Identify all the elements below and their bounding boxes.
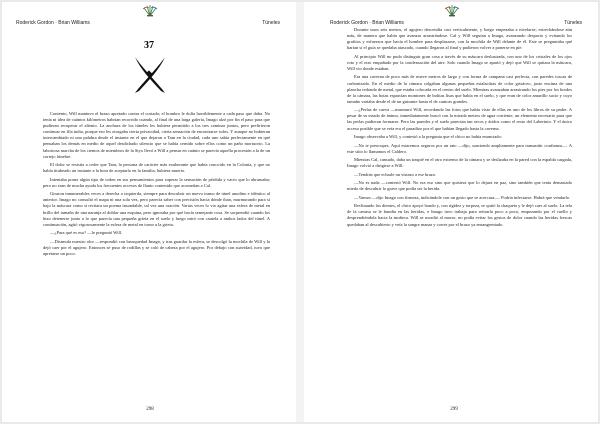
running-header-title: Túneles [262,20,280,26]
paragraph: Al principio Will no pudo distinguir gran cosa a través de su máscara deslustrada, con uno de los cristales de los ojos roto y el otro empañado por la condensación del aire. Solo cuando Imago se apartó y dejó que Will se quitara la máscara, Will vio donde estaban. [347,53,572,71]
running-header-title: Túneles [564,20,582,26]
right-page-body [347,27,572,230]
book-gutter [296,2,304,422]
crossed-blades-icon [130,53,170,97]
page-number: 299 [450,407,458,412]
publisher-logo-icon [140,3,160,17]
left-page [2,2,296,422]
paragraph: Reclinando los dientes, el chico apoyó hondo y, con rigidez y torpeza, se quitó la chaqueta y le dejó caer al suelo. La tela de la camisa se le hundía en las heridas, e Imago tuvo trabajo para retirarla poco a poco, empezando por el cuello y desprendiéndola hacia la muñeca. Will se mordió al morse, no podía evitar los gestos de dolor cuando las heridas frescas quedaban al descubierto y veía la sangre manar y correr por el brazo ya ensangrentado. [347,203,572,227]
paragraph: —¿Perlas de cueva —murmuró Will, recordando las fotos que había visto de ellas en uno de los libros de su padre. A pesar de su estado de ánimo, inmediatamente buscó con la mirada metros de agua corriente, un elemento necesario para que las perlas pudieran formarse. Pero las paredes y el suelo parecían tan secos y áridos como el resto del Laberinto. Y el único acceso posible que se veía era el pasadizo por el que habían llegado hasta la caverna. [347,107,572,131]
running-header-authors: Roderick Gordon · Brian Williams [16,20,90,26]
paragraph: Contento, Will mantuvo el brazo apretado contra el costado; el hombro le dolía horriblemente a cada paso que daba. No tenía ni idea de cuántos kilómetros habrían recorrido cuando, al final de una larga galería, Imago alzó por fin el paso para que pudieran recuperar el aliento. La anchura de los túneles les hubiera permitido a los tres caminar juntos, pero prefirieron continuar en fila india, porque eso les otorgaba cierta privacidad, cierta sensación de encontrarse solos. Y aunque no hubieran intercambiado ni una palabra desde el instante en el que dejaron a Tam en la ciudad, cada uno sabía perfectamente en qué pensaban los demás en medio de aquel desdichado silencio que se había cernido sobre ellos como un paño mortuorio. La laboriosa marcha de los cientos de miembros de la Styx llevó a Will a pensar en cuánto se parecía aquella procesión a la de un cortejo fúnebre. [43,111,270,159]
paragraph: Durante unos seis metros, el agujero descendía casi verticalmente, y luego empezaba a nivelarse; estrechándose aún más, de manera que había que avanzar arrastrándose. Cal y Will seguían a Imago, avanzando despacio y evitando los grafitos y esfuerzos que hacía el hombre para desplazarse, con la mochila de Will delante de él. Este se preguntaba qué harían si el guía se quedaba atascado, cuando llegaron al final y pudieron volver a ponerse en pie. [347,27,572,51]
chapter-number: 37 [144,40,154,51]
paragraph: Intentaba poner algún tipo de orden en sus pensamientos para superar la sensación de pérdida y vacío que lo abrumaba; pero no eran de mucha ayuda los frecuentes accesos de llanto contenido que acometían a Cal. [43,176,270,188]
left-page-body [43,111,270,259]
paragraph: Era una caverna de poco más de nueve metros de largo y con forma de campana casi perfecta, con paredes toscas de carbonizado. En el medio de la cámara colgaban algunas pequeñas estalactitas de color grisáceo, justo encima de una plancha redonda de metal, que estaba colocada en el centro del suelo. Mientras avanzaban arrastrando los pies por los bordes de la cámara, las botas esparcían montones de bolitas lisas que había en el suelo, y que eran de color amarillo sucio y cuyo tamaño variaba desde el de un guisante hasta el de canicas grandes. [347,74,572,104]
paragraph: —¿Para qué es eso? —le preguntó Will. [50,230,123,236]
paragraph: —No te preocupes. Aquí estaremos seguros por un rato —dijo, sonriendo ampliamente para transmitir confianza—. A este sitio lo llamamos el Caldero. [347,142,572,154]
paragraph: —Vamos —dijo Imago con firmeza, indicándole con un gesto que se acercara—. Podría infectarse. Habrá que vendarlo. [354,194,571,200]
paragraph: —Disimula nuestro olor —respondió con brusquedad Imago, y tras guardar la esfera, se descolgó la mochila de Will y la dejó caer por el agujero. Entonces se puso de rodillas y se coló de cabeza por el agujero. Por debajo con suavidad, tuvo que apretarse un poco. [43,238,270,256]
publisher-logo-icon [442,3,462,17]
paragraph: El dolor se resistía a ceder que Tam, la persona de carácter más exuberante que había conocido en la Colonia, y que no había titubeado un instante a la hora de aceptarlo en la familia, hubiera muerto. [43,162,270,174]
right-page [304,2,598,422]
paragraph: Mientras Cal, cansado, daba un traspié en el otro extremo de la cámara y se deslizaba en la pared con la espalda cargada, Imago volvió a dirigirse a Will: [347,157,572,169]
paragraph: —Tendrás que echarle un vistazo a ese brazo. [354,171,437,177]
paragraph: Imago observaba a Will, y contestó a la pregunta que el chico no había enunciado: [354,134,503,140]
page-number: 298 [146,407,154,412]
paragraph: Giraron innumerables veces a derecha o izquierda, siempre para descubrir un nuevo tramo de túnel anodino e idéntico al anterior. Imago no consultó el mapa ni una sola vez, pero parecía saber con precisión hacia dónde iban, murmurando para sí bajo la máscara como si recitara un poema insondable, tal vez una oración. Varias veces lo vio agitar una esfera de metal en brillo del tamaño de una naranja al doblar una esquina, pero ignoraba por qué hacía semejante cosa. Se sorprendió cuando los hizo detenerse junto a lo que parecía una pequeña grieta en el suelo y luego miró con cautela a ambos lados del túnel. A continuación, agitó vigorosamente la esfera de metal en torno a la grieta. [43,191,270,227]
paragraph: —No es nada —contestó Will. No era eso sino que quisiera que lo dejara en paz, sino también que tenía demasiado miedo de descubrir lo grave que podía ser la herida. [347,180,572,192]
running-header-authors: Roderick Gordon · Brian Williams [330,20,404,26]
